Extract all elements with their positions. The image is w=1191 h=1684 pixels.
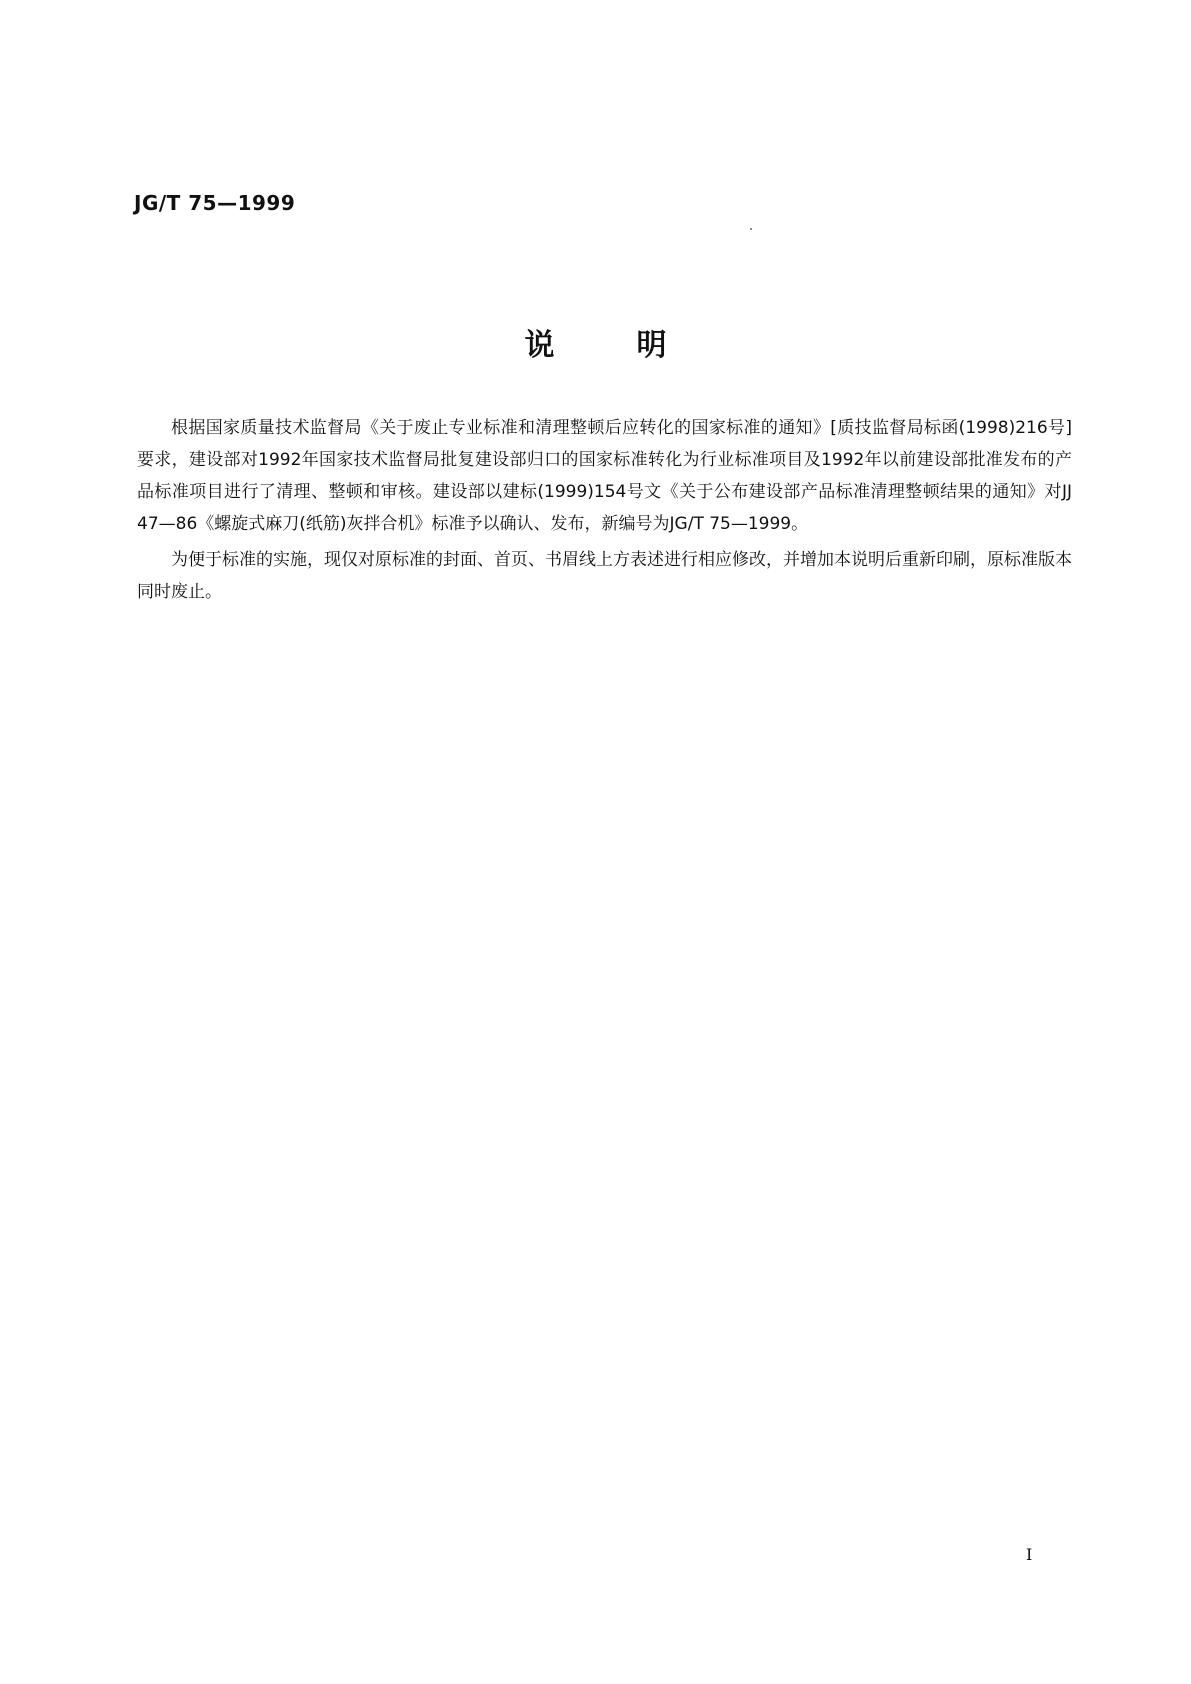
paragraph-2: 为便于标准的实施，现仅对原标准的封面、首页、书眉线上方表述进行相应修改，并增加本说明后重新印刷，原标准版本同时废止。 bbox=[137, 550, 1072, 602]
page-number: I bbox=[1026, 1545, 1033, 1564]
document-body bbox=[137, 412, 1072, 612]
scan-speck bbox=[750, 228, 752, 230]
page-title: 说明 bbox=[524, 328, 749, 363]
paragraph-1: 根据国家质量技术监督局《关于废止专业标准和清理整顿后应转化的国家标准的通知》[质技监督局标函(1998)216号]要求，建设部对1992年国家技术监督局批复建设部归口的国家标准转化为行业标准项目及1992年以前建设部批准发布的产品标准项目进行了清理、整顿和审核。建设部以建标(1999)154号文《关于公布建设部产品标准清理整顿结果的通知》对JJ 47—86《螺旋式麻刀(纸筋)灰拌合机》标准予以确认、发布，新编号为JG/T 75—1999。 bbox=[137, 418, 1072, 534]
standard-code: JG/T 75—1999 bbox=[134, 191, 296, 215]
